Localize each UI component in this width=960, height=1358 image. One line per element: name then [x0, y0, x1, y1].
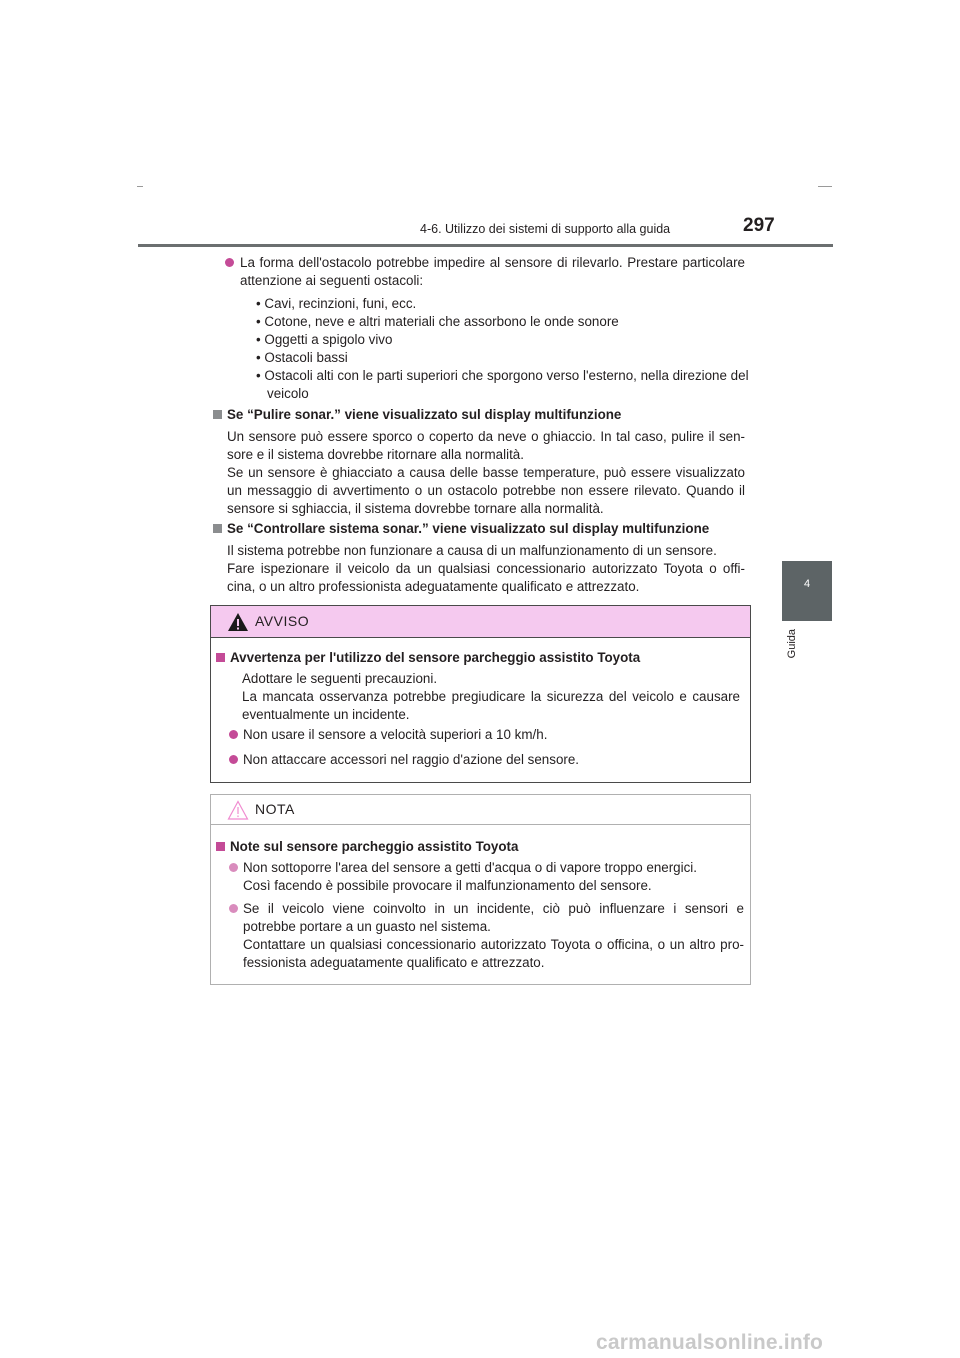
warning-triangle-icon	[227, 612, 249, 632]
watermark: carmanualsonline.info	[596, 1331, 824, 1354]
note-header	[211, 795, 750, 825]
note-line: potrebbe portare a un guasto nel sistema.	[243, 919, 491, 934]
intro-line: attenzione ai seguenti ostacoli:	[240, 273, 424, 288]
obstacle-item-cont: veicolo	[267, 386, 309, 401]
note-subtitle: Note sul sensore parcheggio assistito Toyota	[230, 839, 519, 854]
square-bullet-icon	[216, 842, 225, 851]
page-number: 297	[743, 215, 775, 236]
crop-mark-left	[137, 186, 143, 187]
warning-bullet: Non usare il sensore a velocità superiori a 10 km/h.	[243, 727, 548, 742]
square-bullet-icon	[213, 524, 222, 533]
note-box	[210, 794, 751, 985]
caution-triangle-icon	[227, 800, 249, 820]
warning-bullet: Non attaccare accessori nel raggio d'azione del sensore.	[243, 752, 580, 767]
warning-box	[210, 605, 751, 783]
section-line: Un sensore può essere sporco o coperto da neve o ghiaccio. In tal caso, pulire il sen-	[227, 429, 745, 444]
circle-bullet-icon	[225, 258, 234, 267]
note-title: NOTA	[255, 801, 295, 817]
section-title: Se “Pulire sonar.” viene visualizzato sul display multifunzione	[227, 407, 622, 422]
section-line: sore e il sistema dovrebbe ritornare alla normalità.	[227, 447, 524, 462]
chapter-tab	[782, 561, 832, 621]
crop-mark-right	[818, 186, 832, 187]
obstacle-item: • Oggetti a spigolo vivo	[256, 332, 393, 347]
warning-line: Adottare le seguenti precauzioni.	[242, 671, 438, 686]
circle-bullet-icon	[229, 755, 238, 764]
circle-bullet-icon	[229, 863, 238, 872]
intro-line: La forma dell'ostacolo potrebbe impedire al sensore di rilevarlo. Prestare particolare	[240, 255, 745, 270]
warning-line: eventualmente un incidente.	[242, 707, 410, 722]
note-line: Così facendo è possibile provocare il malfunzionamento del sensore.	[243, 878, 652, 893]
circle-bullet-icon	[229, 904, 238, 913]
chapter-number: 4	[803, 578, 811, 590]
section-title: Se “Controllare sistema sonar.” viene visualizzato sul display multifunzione	[227, 521, 710, 536]
note-line: fessionista adeguatamente qualificato e attrezzato.	[243, 955, 545, 970]
warning-header	[211, 606, 750, 638]
warning-line: La mancata osservanza potrebbe pregiudicare la sicurezza del veicolo e causare	[242, 689, 740, 704]
section-line: Fare ispezionare il veicolo da un qualsiasi concessionario autorizzato Toyota o offi-	[227, 561, 745, 576]
square-bullet-icon	[213, 410, 222, 419]
note-line: Se il veicolo viene coinvolto in un incidente, ciò può influenzare i sensori e	[243, 901, 744, 916]
note-line: Non sottoporre l'area del sensore a getti d'acqua o di vapore troppo energici.	[243, 860, 697, 875]
obstacle-item: • Ostacoli alti con le parti superiori che sporgono verso l'esterno, nella direzione del	[256, 368, 749, 383]
section-header: 4-6. Utilizzo dei sistemi di supporto alla guida	[420, 222, 671, 236]
warning-title: AVVISO	[255, 613, 310, 629]
obstacle-item: • Cavi, recinzioni, funi, ecc.	[256, 296, 417, 311]
circle-bullet-icon	[229, 730, 238, 739]
note-line: Contattare un qualsiasi concessionario autorizzato Toyota o officina, o un altro pro-	[243, 937, 744, 952]
section-line: sensore si sghiaccia, il sistema dovrebbe tornare alla normalità.	[227, 501, 604, 516]
chapter-label: Guida	[786, 629, 798, 659]
obstacle-item: • Ostacoli bassi	[256, 350, 348, 365]
section-line: Il sistema potrebbe non funzionare a causa di un malfunzionamento di un sensore.	[227, 543, 717, 558]
square-bullet-icon	[216, 653, 225, 662]
warning-subtitle: Avvertenza per l'utilizzo del sensore parcheggio assistito Toyota	[230, 650, 641, 665]
obstacle-item: • Cotone, neve e altri materiali che assorbono le onde sonore	[256, 314, 619, 329]
section-line: cina, o un altro professionista adeguatamente qualificato e attrezzato.	[227, 579, 640, 594]
header-rule	[138, 244, 833, 247]
section-line: un messaggio di avvertimento o un ostacolo potrebbe non essere rilevato. Quando il	[227, 483, 745, 498]
section-line: Se un sensore è ghiacciato a causa delle basse temperature, può essere visualizzato	[227, 465, 745, 480]
